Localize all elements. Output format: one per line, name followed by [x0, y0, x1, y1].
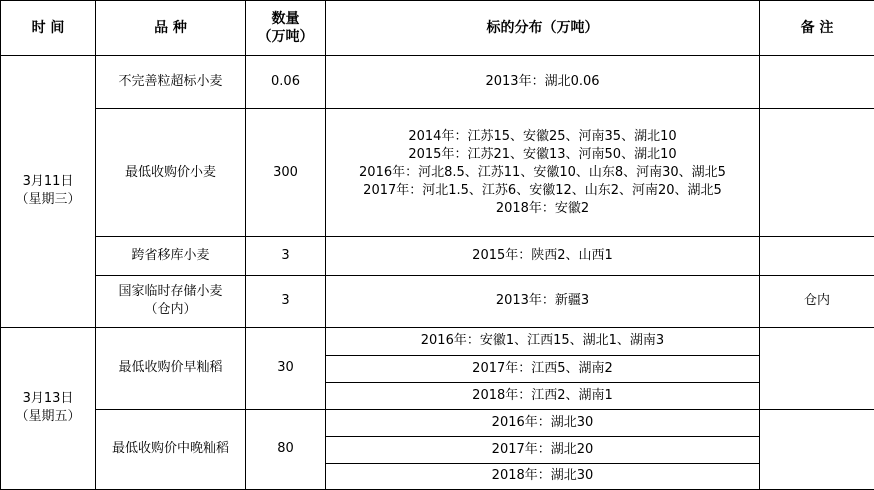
header-quantity: [246, 1, 326, 56]
variety-cell: [96, 275, 246, 327]
header-quantity-line2: （万吨）: [257, 29, 314, 46]
quantity-cell: 300: [246, 109, 326, 237]
distribution-line: 2015年：陕西2、山西1: [472, 247, 613, 263]
distribution-cell: 2016年：湖北30: [326, 409, 760, 436]
table-row: [1, 56, 874, 109]
distribution-line: 2018年：安徽2: [495, 200, 590, 216]
variety-cell: 最低收购价中晚籼稻: [96, 409, 246, 489]
table-row: [1, 237, 874, 275]
header-quantity-line1: 数量: [271, 11, 300, 28]
remark-cell: [760, 109, 874, 237]
quantity-cell: 0.06: [246, 56, 326, 109]
variety-label: 国家临时存储小麦: [118, 284, 223, 300]
variety-cell: 跨省移库小麦: [96, 237, 246, 275]
distribution-line: 2013年：新疆3: [495, 293, 590, 309]
table-row: [1, 109, 874, 237]
distribution-cell: [326, 109, 760, 237]
table-row: [1, 409, 874, 436]
date-cell: [1, 327, 96, 489]
remark-cell: [760, 237, 874, 275]
quantity-cell: 30: [246, 327, 326, 409]
distribution-line: 2017年：河北1.5、江苏6、安徽12、山东2、河南20、湖北5: [363, 182, 722, 198]
header-time: 时 间: [1, 1, 96, 56]
distribution-cell: 2017年：湖北20: [326, 436, 760, 463]
distribution-line: 2016年：河北8.5、江苏11、安徽10、山东8、河南30、湖北5: [359, 164, 726, 180]
header-remark: 备 注: [760, 1, 874, 56]
remark-cell: 仓内: [760, 275, 874, 327]
table-row: [1, 327, 874, 355]
date-label: 3月13日: [22, 391, 74, 407]
date-label: 3月11日: [22, 174, 74, 190]
header-variety: 品 种: [96, 1, 246, 56]
distribution-cell: 2018年：江西2、湖南1: [326, 382, 760, 409]
variety-cell: 不完善粒超标小麦: [96, 56, 246, 109]
quantity-cell: 3: [246, 237, 326, 275]
distribution-line: 2015年：江苏21、安徽13、河南50、湖北10: [408, 146, 677, 162]
distribution-cell: [326, 237, 760, 275]
distribution-cell: 2017年：江西5、湖南2: [326, 355, 760, 382]
quantity-cell: 80: [246, 409, 326, 489]
date-cell: [1, 56, 96, 328]
distribution-cell: 2018年：湖北30: [326, 463, 760, 489]
distribution-line: 2013年：湖北0.06: [485, 74, 600, 90]
weekday-label: （星期五）: [15, 409, 81, 425]
distribution-line: 2014年：江苏15、安徽25、河南35、湖北10: [408, 128, 677, 144]
distribution-cell: [326, 275, 760, 327]
variety-cell: 最低收购价早籼稻: [96, 327, 246, 409]
weekday-label: （星期三）: [15, 192, 81, 208]
variety-cell: 最低收购价小麦: [96, 109, 246, 237]
remark-cell: [760, 327, 874, 409]
distribution-cell: [326, 56, 760, 109]
table-row: [1, 275, 874, 327]
distribution-cell: 2016年：安徽1、江西15、湖北1、湖南3: [326, 327, 760, 355]
remark-cell: [760, 56, 874, 109]
remark-cell: [760, 409, 874, 489]
header-distribution: 标的分布（万吨）: [326, 1, 760, 56]
quantity-cell: 3: [246, 275, 326, 327]
header-row: [1, 1, 874, 56]
variety-sublabel: （仓内）: [144, 302, 197, 318]
